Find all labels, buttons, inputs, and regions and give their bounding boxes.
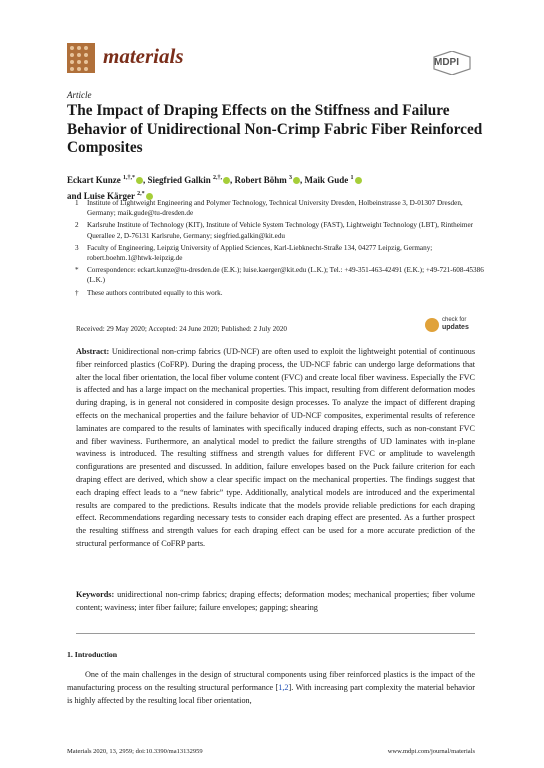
author-affiliation-mark: 3 [289,175,293,181]
author-affiliation-mark: 2,†, [213,175,223,181]
author-name[interactable]: Siegfried Galkin [147,175,211,185]
affiliation-mark: 2 [75,221,79,230]
article-type: Article [67,90,92,100]
affiliation-mark: † [75,288,79,297]
footer-citation: Materials 2020, 13, 2959; doi:10.3390/ma13132959 [67,748,203,755]
intro-text-cont: ]. With increasing part complexity the material behavior is highly affected by the resulting local fiber orientation, [67,683,475,705]
orcid-icon[interactable] [136,177,143,184]
keywords-text: unidirectional non-crimp fabrics; draping effects; deformation modes; mechanical properties; fiber volume content; waviness; inter fiber failure; failure envelopes; gapping; shearing [76,590,475,612]
orcid-icon[interactable] [223,177,230,184]
affiliation-item [67,198,487,218]
keywords [76,589,475,615]
check-updates-line1[interactable]: check for [442,317,467,323]
publication-dates: Received: 29 May 2020; Accepted: 24 June 2020; Published: 2 July 2020 [76,325,288,333]
affiliations [67,198,487,300]
publisher-logo-text: MDPI [434,57,459,68]
paper-title: The Impact of Draping Effects on the Stiffness and Failure Behavior of Unidirectional Non-Crimp Fabric Fiber Reinforced Composites [67,102,483,156]
affiliation-mark: 3 [75,243,79,252]
abstract-text: Unidirectional non-crimp fabrics (UD-NCF) are often used to exploit the lightweight potential of continuous fiber reinforced plastics (CoFRP). During the draping process, the UD-NCF fabric can undergo large deformations that alter the local fiber orientation, the local fiber volume content (FVC) and create local fiber waviness. Especially the FVC is affected and has a large impact on the mechanical properties. This impact, resulting from different deformation modes during draping, is in general not considered in composite design processes. To analyze the impact of different draping effects on the mechanical properties and the failure behavior of UD-NCF composites, experimental results of reference laminates are compared to the results of laminates with specifically induced draping effects, such as non-constant FVC and fiber waviness. Furthermore, an analytical model to predict the failure strengths of UD laminates with in-plane waviness is introduced. The resulting stiffness and strength values for different FVC or amplitude to wavelength configurations are presented and discussed. In addition, failure envelopes based on the Puck failure criterion for each draping effect are derived, which show a clear specific impact on the mechanical properties. The findings suggest that each draping effect leads to a “new fabric” type. Additionally, analytical models are introduced and the experimental results are compared to the predictions. Results indicate that the models provide reliable predictions for each draping effect. Recommendations regarding necessary tests to consider each draping effect are presented. As a further prospect the resulting stiffness and strength values for each draping effect can be used for a more accurate prediction of the structural performance of CoFRP parts. [76,347,475,548]
intro-text: One of the main challenges in the design of structural components using fiber reinforced plastics is the impact of the manufacturing process on the resulting structural performance [ [67,670,475,692]
author-name[interactable]: Maik Gude [304,175,349,185]
affiliation-text: Karlsruhe Institute of Technology (KIT), Institute of Vehicle System Technology (FAST), Lightweight Technology (LBT), Rintheimer Querallee 2, D-76131 Karlsruhe, Germany; siegfried.galkin@kit.edu [87,221,474,240]
affiliation-mark: 1 [75,199,79,207]
author-affiliation-mark: 2,* [137,191,145,197]
section-divider [76,633,475,634]
author-name[interactable]: Robert Böhm [234,175,287,185]
author-name[interactable]: Eckart Kunze [67,175,121,185]
affiliation-item [67,220,487,240]
affiliation-text: Institute of Lightweight Engineering and Polymer Technology, Technical University Dresden, Holbeinstrasse 3, D-01307 Dresden, Germany; maik.gude@tu-dresden.de [87,199,463,218]
affiliation-text: Faculty of Engineering, Leipzig University of Applied Sciences, Karl-Liebknecht-Straße 134, 04277 Leipzig, Germany; robert.boehm.1@htwk-leipzig.de [87,243,433,263]
intro-paragraph [67,668,475,707]
abstract [76,346,475,551]
equal-contribution-note [67,288,487,298]
keywords-label: Keywords: [76,590,115,599]
footer-url[interactable]: www.mdpi.com/journal/materials [387,748,475,755]
note-text: These authors contributed equally to this work. [87,288,223,297]
correspondence-item [67,265,487,285]
abstract-label: Abstract: [76,347,110,356]
author-list: Eckart Kunze $^{1,\dagger,*}$ , Siegfried Galkin $^{2,\dagger,}$ , Robert Böhm $^3$ , Maik Gude $^1$ and Luise Kärger $^{2,*}$ [67,171,487,203]
citation-link[interactable]: 1,2 [278,683,289,692]
author-affiliation-mark: 1,†,* [123,175,135,181]
section-heading: 1. Introduction [67,650,118,659]
correspondence-text: Correspondence: eckart.kunze@tu-dresden.de (E.K.); luise.kaerger@kit.edu (L.K.); Tel.: +49-351-463-42491 (E.K.); +49-721-608-45386 (L.K.) [87,266,484,285]
affiliation-item [67,243,487,263]
author-affiliation-mark: 1 [350,175,354,181]
journal-name: materials [103,44,184,68]
affiliation-mark: * [75,266,79,275]
orcid-icon[interactable] [355,177,362,184]
journal-logo-icon [67,43,95,73]
orcid-icon[interactable] [293,177,300,184]
check-updates-icon[interactable] [425,318,439,332]
check-updates-line2[interactable]: updates [442,324,469,331]
author-name[interactable]: Luise Kärger [83,191,135,201]
